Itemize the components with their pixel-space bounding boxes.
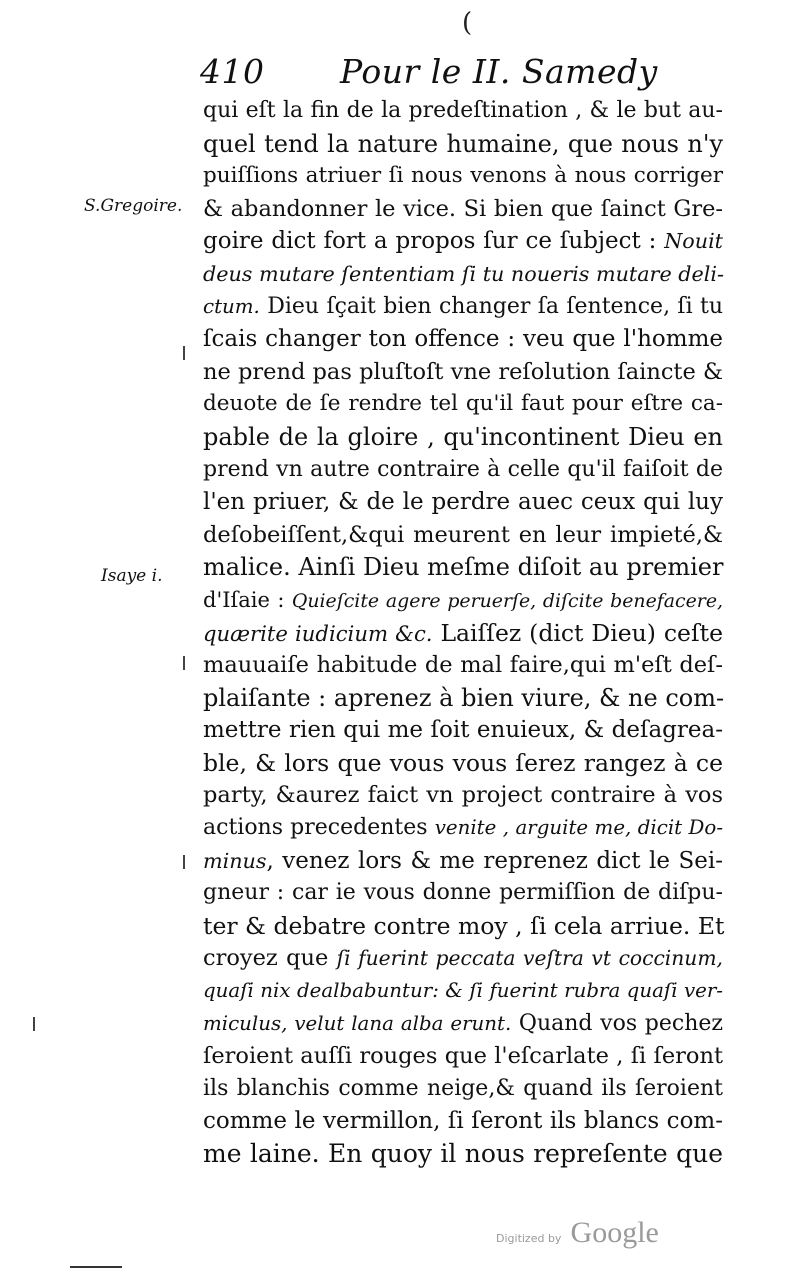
- text-line: [203, 1138, 723, 1171]
- text-line: [203, 551, 723, 584]
- latin-quotation: ctum.: [203, 294, 260, 318]
- text-line: [203, 812, 723, 845]
- page-header: [200, 52, 740, 96]
- margin-note-gregoire: S.Gregoire.: [84, 196, 183, 216]
- text-segment: ils blanchis comme neige,& quand ils ſeroient: [203, 1075, 723, 1101]
- running-title: Pour le II. Samedy: [340, 52, 658, 91]
- text-segment: ter & debatre contre moy , ſi cela arriue. Et: [203, 911, 725, 940]
- text-line: [203, 1040, 723, 1073]
- text-segment: qui eſt la fin de la predeſtination , & le but au-: [203, 98, 723, 123]
- text-line: [203, 714, 723, 747]
- text-segment: comme le vermillon, ſi ſeront ils blancs com-: [203, 1108, 723, 1135]
- text-line: [203, 95, 723, 128]
- text-segment: & abandonner le vice. Si bien que ſainct Gre-: [203, 195, 723, 222]
- text-segment: croyez que: [203, 945, 337, 972]
- text-line: [203, 1073, 723, 1106]
- latin-quotation: minus: [203, 848, 267, 873]
- text-line: [203, 421, 723, 454]
- text-segment: , venez lors & me reprenez dict le Sei-: [266, 847, 723, 874]
- text-segment: deſobeiſſent,&qui meurent en leur impieté,&: [203, 521, 723, 548]
- text-segment: mettre rien qui me ſoit enuieux, & deſagrea-: [203, 717, 723, 744]
- text-line: [203, 910, 723, 943]
- google-logo: Google: [570, 1216, 659, 1249]
- text-line: [203, 160, 723, 193]
- text-segment: l'en priuer, & de le perdre auec ceux qui luy: [203, 489, 723, 516]
- text-line: [203, 388, 723, 421]
- text-line: [203, 486, 723, 519]
- text-line: [203, 649, 723, 682]
- margin-tick: [183, 346, 185, 360]
- latin-quotation: Quieſcite agere peruerſe, diſcite benefacere,: [291, 589, 724, 612]
- text-segment: gneur : car ie vous donne permiſſion de diſpu-: [203, 880, 723, 906]
- text-segment: prend vn autre contraire à celle qu'il faiſoit de: [203, 456, 723, 482]
- text-segment: ſcais changer ton offence : veu que l'homme: [203, 326, 723, 353]
- text-line: [203, 584, 723, 617]
- text-line: [203, 193, 723, 226]
- top-mark: (: [462, 8, 473, 38]
- margin-tick: [183, 855, 185, 869]
- text-segment: ne prend pas pluſtoſt vne reſolution ſaincte &: [203, 358, 723, 385]
- corner-rule: [70, 1266, 122, 1268]
- text-line: [203, 454, 723, 487]
- latin-quotation: Nouit: [664, 229, 723, 254]
- text-segment: ſeroient auſſi rouges que l'eſcarlate , ſi ſeront: [203, 1043, 723, 1070]
- text-segment: Quand vos pechez: [511, 1010, 723, 1036]
- text-line: [203, 779, 723, 812]
- text-line: [203, 258, 723, 291]
- text-segment: Dieu ſçait bien changer ſa ſentence, ſi tu: [259, 293, 723, 319]
- text-segment: ble, & lors que vous vous ſerez rangez à ce: [203, 748, 723, 777]
- latin-quotation: quærite iudicium &c.: [203, 620, 433, 646]
- latin-quotation: quaſi nix dealbabuntur: & ſi fuerint rubra quaſi ver-: [203, 979, 723, 1003]
- text-segment: pable de la gloire , qu'incontinent Dieu en: [203, 422, 723, 451]
- text-segment: deuote de ſe rendre tel qu'il faut pour eſtre ca-: [203, 391, 723, 417]
- text-line: [203, 1008, 723, 1041]
- text-segment: Laiſſez (dict Dieu) ceſte: [432, 618, 723, 647]
- margin-tick: [33, 1017, 35, 1031]
- text-line: [203, 1105, 723, 1138]
- text-segment: puiſſions atriuer ſi nous venons à nous corriger: [203, 163, 723, 189]
- margin-tick: [183, 656, 185, 670]
- text-line: [203, 682, 723, 715]
- text-segment: me laine. En quoy il nous repreſente que: [203, 1139, 723, 1168]
- text-line: [203, 128, 723, 161]
- body-text: [203, 95, 723, 1171]
- text-line: [203, 617, 723, 650]
- text-segment: plaiſante : aprenez à bien viure, & ne com-: [203, 683, 725, 712]
- text-line: [203, 747, 723, 780]
- text-segment: malice. Ainſi Dieu meſme diſoit au premier: [203, 553, 724, 582]
- watermark-small-text: Digitized by: [496, 1232, 562, 1245]
- page-number: 410: [200, 52, 265, 91]
- text-line: [203, 845, 723, 878]
- text-segment: party, &aurez faict vn project contraire à vos: [203, 782, 723, 809]
- text-segment: mauuaiſe habitude de mal faire,qui m'eſt deſ-: [203, 652, 723, 679]
- google-watermark: [496, 1216, 659, 1250]
- text-line: [203, 975, 723, 1008]
- text-line: [203, 291, 723, 324]
- text-line: [203, 942, 723, 975]
- latin-quotation: miculus, velut lana alba erunt.: [203, 1011, 512, 1035]
- text-line: [203, 323, 723, 356]
- text-line: [203, 225, 723, 258]
- text-segment: goire dict fort a propos ſur ce ſubject :: [203, 228, 665, 255]
- text-segment: actions precedentes: [203, 815, 435, 841]
- text-line: [203, 519, 723, 552]
- latin-quotation: ſi fuerint peccata veſtra vt coccinum,: [336, 946, 723, 971]
- margin-note-isaye: Isaye i.: [101, 566, 163, 586]
- latin-quotation: deus mutare ſententiam ſi tu noueris mutare deli-: [203, 261, 724, 286]
- text-line: [203, 356, 723, 389]
- latin-quotation: venite , arguite me, dicit Do-: [434, 816, 723, 840]
- text-segment: quel tend la nature humaine, que nous n'y: [203, 129, 723, 158]
- text-line: [203, 877, 723, 910]
- text-segment: d'Iſaie :: [203, 587, 292, 612]
